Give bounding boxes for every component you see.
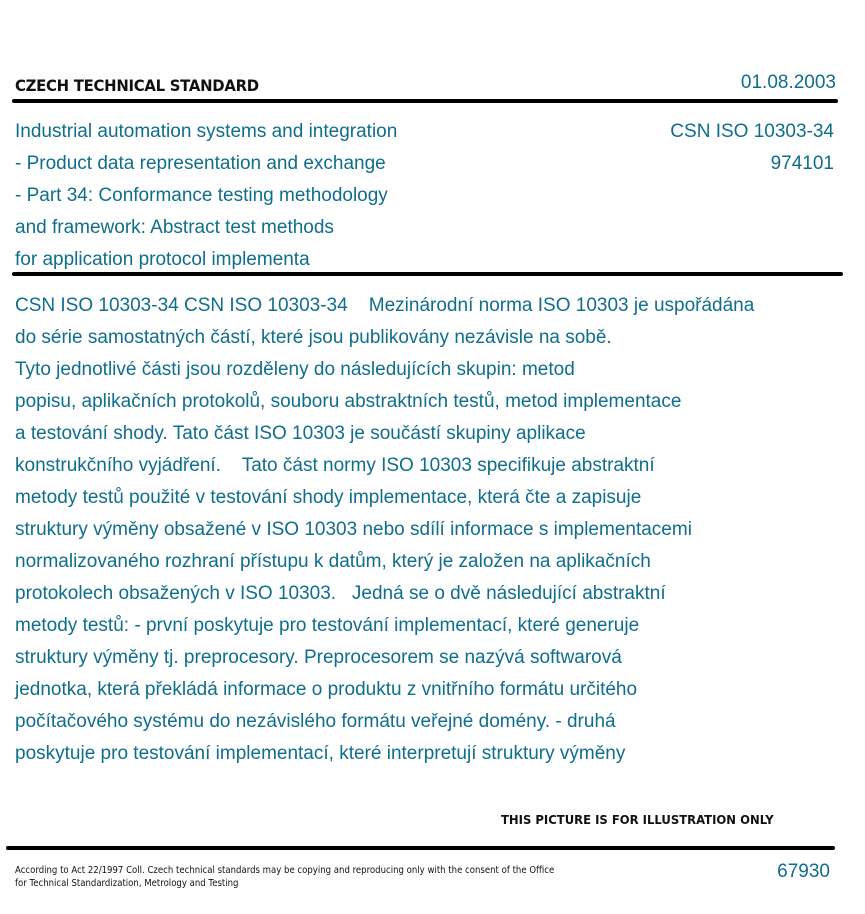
header-divider — [12, 99, 838, 103]
standard-title — [15, 116, 397, 276]
abstract-line: struktury výměny obsažené v ISO 10303 nebo sdílí informace s implementacemi — [15, 519, 692, 540]
copyright-line: for Technical Standardization, Metrology and Testing — [15, 878, 239, 889]
abstract-line: metody testů použité v testování shody implementace, která čte a zapisuje — [15, 487, 642, 508]
abstract-line: metody testů: - první poskytuje pro testování implementací, které generuje — [15, 615, 640, 636]
standard-title-line: for application protocol implementa — [15, 249, 310, 270]
standard-title-line: - Part 34: Conformance testing methodology — [15, 185, 388, 206]
standard-title-line: and framework: Abstract test methods — [15, 217, 334, 238]
abstract-line: konstrukčního vyjádření. Tato část normy ISO 10303 specifikuje abstraktní — [15, 455, 655, 476]
abstract-line: počítačového systému do nezávislého formátu veřejné domény. - druhá — [15, 711, 616, 732]
abstract-line: normalizovaného rozhraní přístupu k datům, který je založen na aplikačních — [15, 551, 651, 572]
illustration-disclaimer: THIS PICTURE IS FOR ILLUSTRATION ONLY — [501, 812, 774, 827]
standard-identifiers — [670, 116, 834, 180]
abstract-line: CSN ISO 10303-34 CSN ISO 10303-34 Mezinárodní norma ISO 10303 je uspořádána — [15, 295, 755, 316]
standard-code: CSN ISO 10303-34 — [670, 121, 834, 142]
copyright-notice — [15, 864, 554, 890]
publication-date: 01.08.2003 — [740, 72, 836, 93]
footer-divider — [6, 846, 835, 850]
abstract-line: poskytuje pro testování implementací, které interpretují struktury výměny — [15, 743, 626, 764]
copyright-line: According to Act 22/1997 Coll. Czech technical standards may be copying and reproducing only with the consent of the Office — [15, 865, 555, 876]
abstract-line: do série samostatných částí, které jsou publikovány nezávisle na sobě. — [15, 327, 612, 348]
abstract-line: popisu, aplikačních protokolů, souboru abstraktních testů, metod implementace — [15, 391, 682, 412]
standard-title-line: - Product data representation and exchange — [15, 153, 386, 174]
abstract-line: a testování shody. Tato část ISO 10303 je součástí skupiny aplikace — [15, 423, 586, 444]
document-id: 67930 — [777, 861, 830, 882]
abstract-line: jednotka, která překládá informace o produktu z vnitřního formátu určitého — [15, 679, 638, 700]
abstract-text — [15, 290, 754, 770]
title-divider — [12, 272, 843, 276]
abstract-line: Tyto jednotlivé části jsou rozděleny do následujících skupin: metod — [15, 359, 575, 380]
document-type-heading: CZECH TECHNICAL STANDARD — [15, 76, 259, 95]
abstract-line: struktury výměny tj. preprocesory. Preprocesorem se nazývá softwarová — [15, 647, 622, 668]
standard-title-line: Industrial automation systems and integration — [15, 121, 398, 142]
catalog-number: 974101 — [770, 153, 834, 174]
abstract-line: protokolech obsažených v ISO 10303. Jedná se o dvě následující abstraktní — [15, 583, 666, 604]
